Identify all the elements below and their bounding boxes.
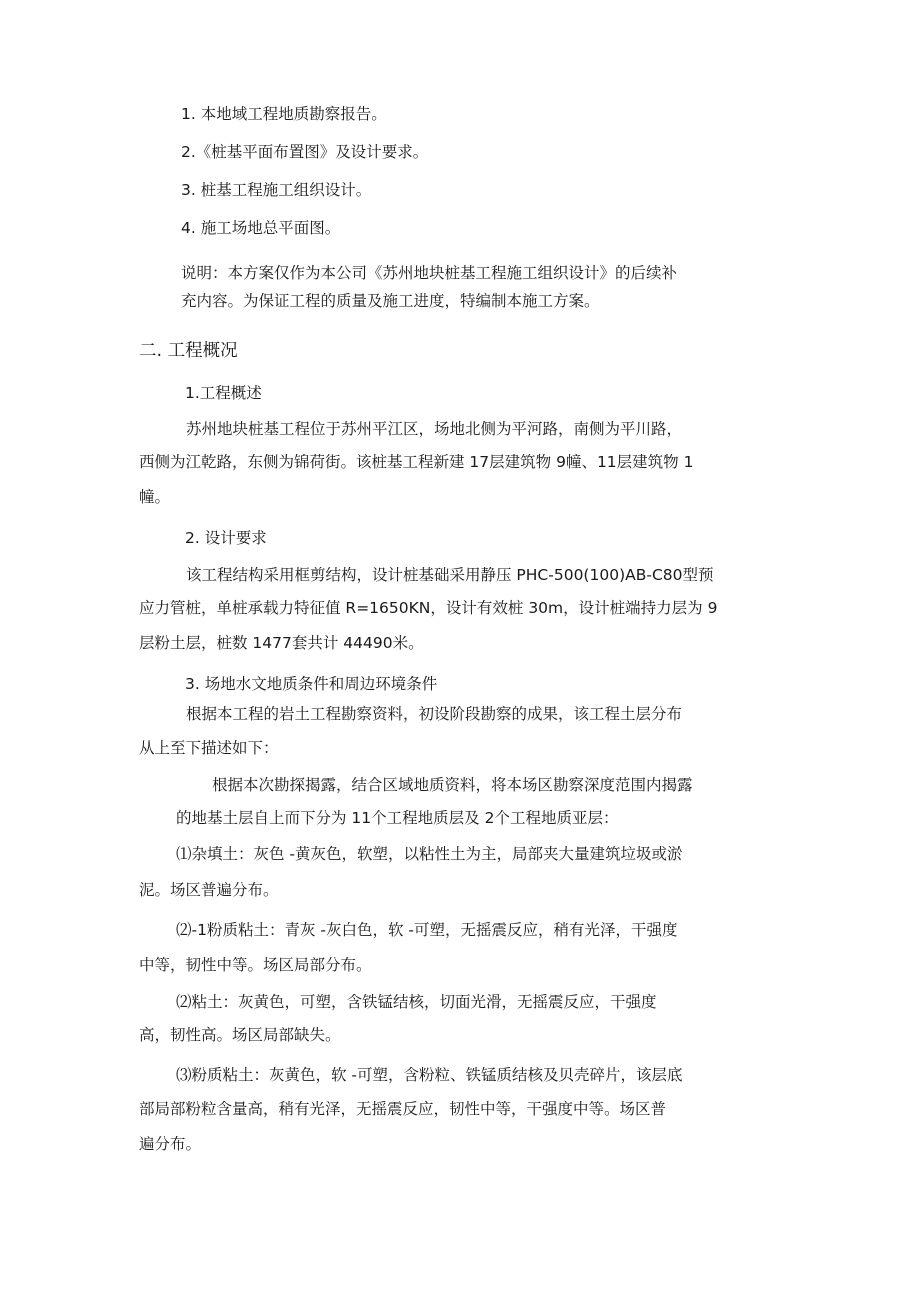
reference-item-2: 2.《桩基平面布置图》及设计要求。 [181, 143, 429, 161]
hydro-heading: 3. 场地水文地质条件和周边环境条件 [185, 675, 438, 693]
hydro-line-2: 从上至下描述如下： [139, 739, 279, 757]
design-line-1: 该工程结构采用框剪结构，设计桩基础采用静压 PHC-500(100)AB-C80型预 [186, 566, 714, 584]
hydro-line-3: 根据本次勘探揭露，结合区域地质资料，将本场区勘察深度范围内揭露 [212, 776, 693, 794]
section-title: 二. 工程概况 [139, 341, 238, 361]
hydro-line-4: 的地基土层自上而下分为 11个工程地质层及 2个工程地质亚层： [176, 809, 619, 827]
layer-3-line-2: 部局部粉粒含量高，稍有光泽，无摇震反应，韧性中等，干强度中等。场区普 [139, 1100, 667, 1118]
design-line-3: 层粉土层，桩数 1477套共计 44490米。 [139, 634, 424, 652]
overview-line-3: 幢。 [139, 488, 171, 506]
layer-1-line-1: ⑴杂填土：灰色 -黄灰色，软塑，以粘性土为主，局部夹大量建筑垃圾或淤 [176, 845, 683, 863]
reference-item-3: 3. 桩基工程施工组织设计。 [181, 181, 372, 199]
layer-2-1-line-2: 中等，韧性中等。场区局部分布。 [139, 956, 372, 974]
overview-line-2: 西侧为江乾路，东侧为锦荷街。该桩基工程新建 17层建筑物 9幢、11层建筑物 1 [139, 453, 694, 471]
overview-line-1: 苏州地块桩基工程位于苏州平江区，场地北侧为平河路，南侧为平川路， [186, 420, 683, 438]
layer-3-line-3: 遍分布。 [139, 1135, 202, 1153]
reference-item-1: 1. 本地域工程地质勘察报告。 [181, 105, 387, 123]
note-line-1: 说明：本方案仅作为本公司《苏州地块桩基工程施工组织设计》的后续补 [181, 264, 678, 282]
layer-3-line-1: ⑶粉质粘土：灰黄色，软 -可塑，含粉粒、铁锰质结核及贝壳碎片，该层底 [176, 1066, 683, 1084]
layer-1-line-2: 泥。场区普遍分布。 [139, 881, 279, 899]
layer-2-line-1: ⑵粘土：灰黄色，可塑，含铁锰结核，切面光滑，无摇震反应，干强度 [176, 993, 657, 1011]
layer-2-1-line-1: ⑵-1粉质粘土：青灰 -灰白色，软 -可塑，无摇震反应，稍有光泽，干强度 [176, 921, 678, 939]
layer-2-line-2: 高，韧性高。场区局部缺失。 [139, 1026, 341, 1044]
design-heading: 2. 设计要求 [185, 529, 267, 547]
hydro-line-1: 根据本工程的岩土工程勘察资料，初设阶段勘察的成果，该工程土层分布 [186, 705, 683, 723]
design-line-2: 应力管桩，单桩承载力特征值 R=1650KN，设计有效桩 30m，设计桩端持力层为 9 [139, 599, 718, 617]
note-line-2: 充内容。为保证工程的质量及施工进度，特编制本施工方案。 [181, 292, 600, 310]
overview-heading: 1.工程概述 [185, 384, 262, 402]
reference-item-4: 4. 施工场地总平面图。 [181, 219, 341, 237]
